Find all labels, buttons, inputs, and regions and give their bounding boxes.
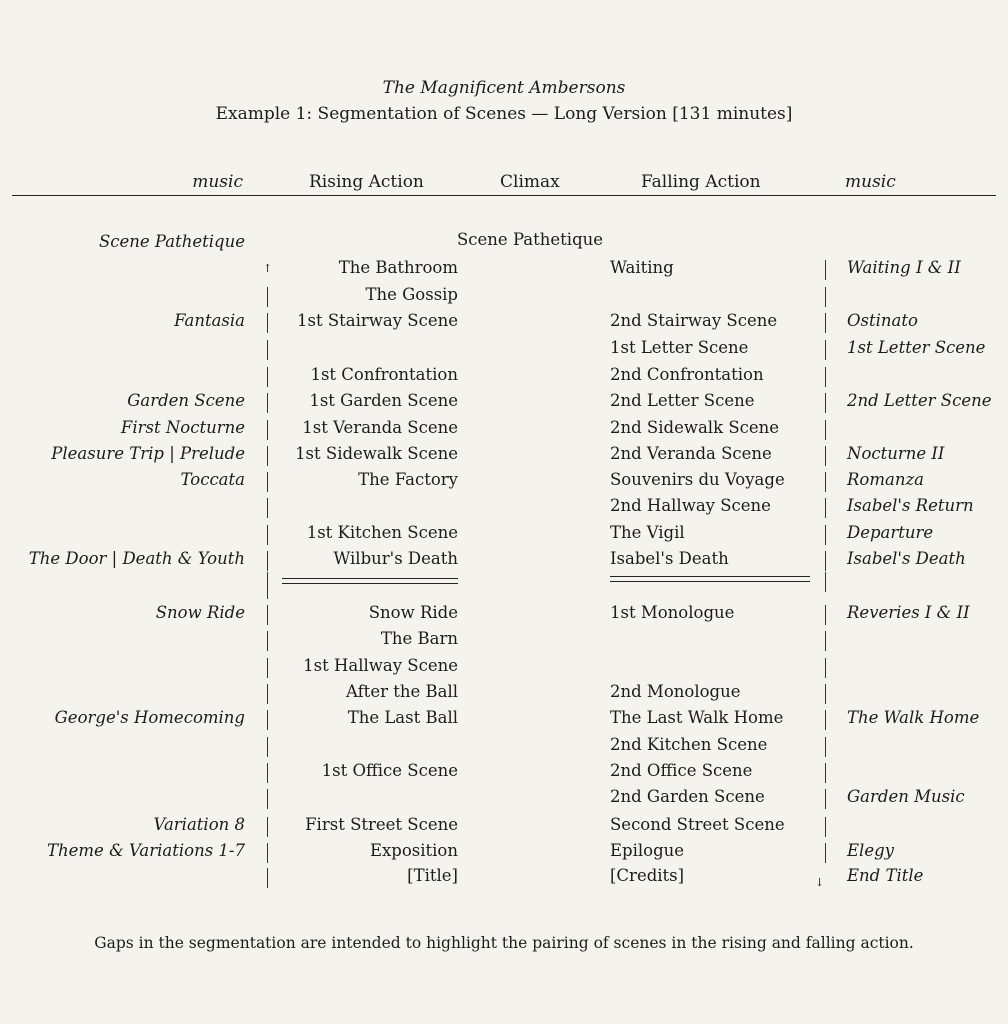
left-bar-divider (267, 868, 268, 888)
music-left-cell: Pleasure Trip | Prelude (51, 444, 245, 463)
right-bar-divider (825, 763, 826, 783)
music-right-cell: Garden Music (847, 787, 965, 806)
rising-action-cell: The Bathroom (338, 258, 458, 277)
right-bar-divider (825, 340, 826, 360)
rising-action-cell: 1st Office Scene (321, 761, 458, 780)
falling-action-cell: Souvenirs du Voyage (610, 470, 785, 489)
left-bar-divider (267, 393, 268, 413)
music-right-cell: 2nd Letter Scene (847, 391, 992, 410)
header-falling-action: Falling Action (641, 172, 761, 192)
music-right-cell: Nocturne II (847, 444, 945, 463)
left-bar-divider (267, 525, 268, 545)
rising-action-cell: Wilbur's Death (333, 549, 458, 568)
right-bar-divider (825, 525, 826, 545)
right-bar-divider (825, 710, 826, 730)
rising-action-cell: Exposition (369, 841, 458, 860)
music-left-cell: Toccata (180, 470, 245, 489)
rising-action-cell: 1st Hallway Scene (303, 656, 458, 675)
right-bar-divider (825, 260, 826, 280)
music-right-cell: Ostinato (847, 311, 918, 330)
right-bar-divider (825, 684, 826, 704)
music-right-cell: Isabel's Return (847, 496, 974, 515)
arrow-down-icon: ↓ (815, 876, 825, 889)
rising-action-cell: 1st Kitchen Scene (306, 523, 458, 542)
opening-music-left: Scene Pathetique (98, 232, 245, 251)
rising-action-cell: 1st Sidewalk Scene (295, 444, 458, 463)
left-bar-divider (267, 710, 268, 730)
falling-action-cell: Epilogue (610, 841, 685, 860)
left-bar-divider (267, 843, 268, 863)
music-right-cell: End Title (847, 866, 924, 885)
right-bar-divider (825, 572, 826, 592)
music-left-cell: Theme & Variations 1-7 (47, 841, 245, 860)
falling-action-cell: Isabel's Death (610, 549, 729, 568)
music-right-cell: Isabel's Death (847, 549, 966, 568)
left-bar-divider (267, 446, 268, 466)
falling-action-cell: 1st Letter Scene (610, 338, 749, 357)
right-bar-divider (825, 843, 826, 863)
rising-action-cell: 1st Confrontation (310, 365, 458, 384)
right-bar-divider (825, 287, 826, 307)
right-bar-divider (825, 420, 826, 440)
header-music-right: music (845, 172, 896, 192)
left-bar-divider (267, 340, 268, 360)
left-bar-divider (267, 658, 268, 678)
right-bar-divider (825, 367, 826, 387)
left-bar-divider (267, 367, 268, 387)
left-bar-divider (267, 313, 268, 333)
left-bar-divider (267, 472, 268, 492)
right-bar-divider (825, 789, 826, 809)
falling-action-cell: 2nd Office Scene (610, 761, 753, 780)
falling-action-cell: 2nd Garden Scene (610, 787, 765, 806)
left-bar-divider (267, 631, 268, 651)
header-rule (12, 195, 996, 196)
falling-action-cell: 2nd Veranda Scene (610, 444, 772, 463)
falling-action-cell: 2nd Hallway Scene (610, 496, 771, 515)
right-bar-divider (825, 446, 826, 466)
falling-action-cell: 2nd Sidewalk Scene (610, 418, 780, 437)
left-bar-divider (267, 684, 268, 704)
music-right-cell: Romanza (847, 470, 924, 489)
left-bar-divider (267, 605, 268, 625)
footnote: Gaps in the segmentation are intended to highlight the pairing of scenes in the rising and falling action. (94, 934, 914, 952)
header-music-left: music (192, 172, 243, 192)
rising-action-cell: [Title] (407, 866, 458, 885)
music-left-cell: Variation 8 (153, 815, 245, 834)
section-divider-left (282, 578, 458, 584)
left-bar-divider (267, 763, 268, 783)
falling-action-cell: 2nd Stairway Scene (610, 311, 778, 330)
arrow-up-icon: ↑ (263, 262, 273, 275)
music-right-cell: Departure (847, 523, 934, 542)
rising-action-cell: 1st Veranda Scene (302, 418, 458, 437)
rising-action-cell: The Last Ball (347, 708, 458, 727)
left-bar-divider (267, 789, 268, 809)
left-bar-divider (267, 579, 268, 599)
left-bar-divider (267, 498, 268, 518)
right-bar-divider (825, 313, 826, 333)
falling-action-cell: [Credits] (610, 866, 685, 885)
left-bar-divider (267, 420, 268, 440)
section-divider-right (610, 576, 810, 582)
left-bar-divider (267, 551, 268, 571)
right-bar-divider (825, 817, 826, 837)
falling-action-cell: Second Street Scene (610, 815, 785, 834)
right-bar-divider (825, 498, 826, 518)
music-left-cell: The Door | Death & Youth (28, 549, 245, 568)
music-right-cell: Elegy (847, 841, 894, 860)
falling-action-cell: 2nd Confrontation (610, 365, 764, 384)
falling-action-cell: The Vigil (610, 523, 685, 542)
music-left-cell: George's Homecoming (54, 708, 245, 727)
right-bar-divider (825, 472, 826, 492)
falling-action-cell: 2nd Letter Scene (610, 391, 755, 410)
music-left-cell: Garden Scene (127, 391, 245, 410)
music-right-cell: The Walk Home (847, 708, 980, 727)
music-right-cell: Reveries I & II (847, 603, 970, 622)
falling-action-cell: Waiting (610, 258, 674, 277)
rising-action-cell: Snow Ride (368, 603, 458, 622)
right-bar-divider (825, 393, 826, 413)
rising-action-cell: 1st Stairway Scene (296, 311, 458, 330)
rising-action-cell: The Factory (358, 470, 458, 489)
document-title: The Magnificent Ambersons (382, 78, 626, 98)
right-bar-divider (825, 605, 826, 625)
right-bar-divider (825, 551, 826, 571)
rising-action-cell: The Gossip (365, 285, 458, 304)
rising-action-cell: 1st Garden Scene (309, 391, 458, 410)
right-bar-divider (825, 631, 826, 651)
left-bar-divider (267, 737, 268, 757)
falling-action-cell: 1st Monologue (610, 603, 735, 622)
music-left-cell: First Nocturne (120, 418, 245, 437)
falling-action-cell: The Last Walk Home (610, 708, 784, 727)
music-right-cell: 1st Letter Scene (847, 338, 986, 357)
rising-action-cell: First Street Scene (305, 815, 458, 834)
opening-center: Scene Pathetique (457, 230, 604, 249)
right-bar-divider (825, 658, 826, 678)
falling-action-cell: 2nd Monologue (610, 682, 741, 701)
rising-action-cell: The Barn (380, 629, 458, 648)
header-climax: Climax (500, 172, 560, 192)
document-subtitle: Example 1: Segmentation of Scenes — Long Version [131 minutes] (215, 104, 793, 124)
music-left-cell: Snow Ride (155, 603, 245, 622)
rising-action-cell: After the Ball (345, 682, 458, 701)
right-bar-divider (825, 737, 826, 757)
music-right-cell: Waiting I & II (847, 258, 961, 277)
falling-action-cell: 2nd Kitchen Scene (610, 735, 768, 754)
music-left-cell: Fantasia (174, 311, 245, 330)
left-bar-divider (267, 817, 268, 837)
left-bar-divider (267, 287, 268, 307)
header-rising-action: Rising Action (309, 172, 424, 192)
